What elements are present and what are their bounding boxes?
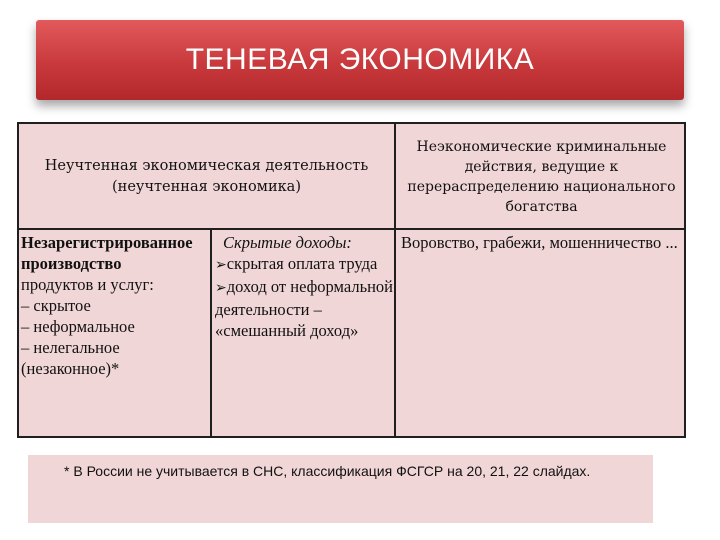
title-banner [36,20,684,100]
hidden-income-item-text: скрытая оплата труда [226,254,378,273]
header-right-text: Неэкономические криминальные действия, ведущие к перераспределению национального богатства [407,138,676,215]
hidden-income-item [215,276,395,341]
footnote-text: * В России не учитывается в СНС, классификация ФСГСР на 20, 21, 22 слайдах. [64,463,591,479]
theft-text: Воровство, грабежи, мошенничество ... [401,233,678,252]
hidden-income-item-text: доход от неформальной деятельности – «смешанный доход» [215,277,394,340]
cell-hidden-income [215,232,395,341]
col1-line: – неформальное [21,317,135,336]
col1-line: продуктов и услуг: [21,275,154,294]
arrow-bullet-icon: ➢ [215,280,227,296]
unregistered-production-label: Незарегистрированное производство [21,233,193,273]
cell-unregistered-production [21,232,211,379]
arrow-bullet-icon: ➢ [215,257,227,273]
col1-line: – скрытое [21,296,91,315]
footnote [28,455,653,523]
classification-table [17,122,686,438]
hidden-income-heading: Скрытые доходы: [223,233,352,252]
cell-theft [401,232,683,253]
col1-line: (незаконное)* [21,359,120,378]
header-unaccounted-economy [19,124,394,229]
hidden-income-item [215,253,395,276]
page-title: ТЕНЕВАЯ ЭКОНОМИКА [185,43,535,76]
col1-line: – нелегальное [21,338,120,357]
header-criminal-activities [397,124,686,229]
header-left-text: Неучтенная экономическая деятельность (неучтенная экономика) [44,157,369,195]
